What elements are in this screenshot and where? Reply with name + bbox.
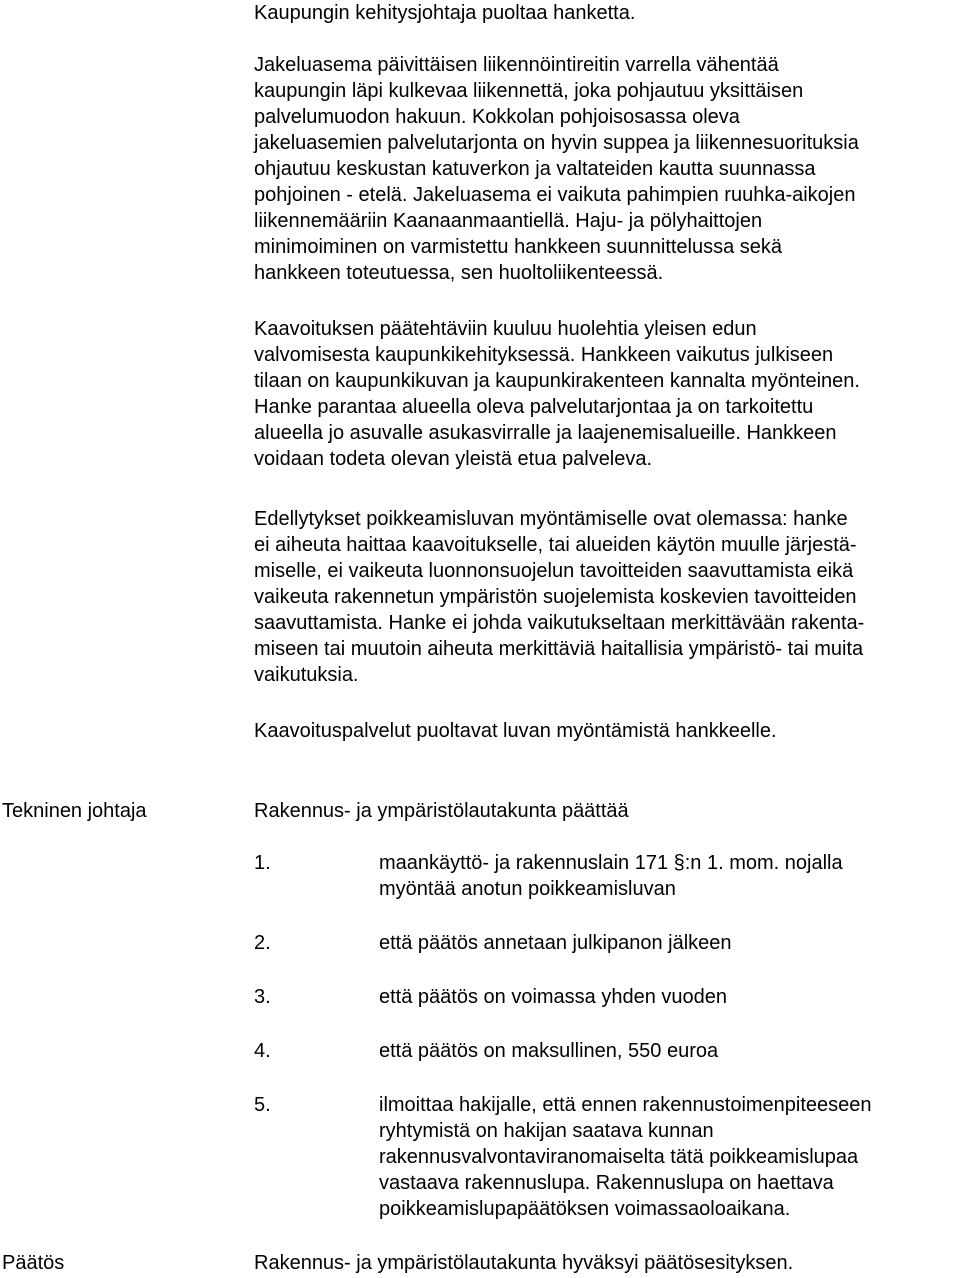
item-number: 3. xyxy=(254,986,271,1008)
item-text: maankäyttö- ja rakennuslain 171 §:n 1. mom. nojalla myöntää anotun poikkeamisluvan xyxy=(379,852,843,900)
item-number: 5. xyxy=(254,1094,271,1116)
item-number: 2. xyxy=(254,932,271,954)
item-text: että päätös on voimassa yhden vuoden xyxy=(379,986,728,1008)
item-number: 4. xyxy=(254,1040,271,1062)
intro-paragraph-5: Kaavoituspalvelut puoltavat luvan myöntämistä hankkeelle. xyxy=(254,720,777,742)
decision-label: Päätös xyxy=(2,1252,65,1274)
item-text: että päätös on maksullinen, 550 euroa xyxy=(379,1040,719,1062)
proposal-heading: Rakennus- ja ympäristölautakunta päättää xyxy=(254,800,629,822)
item-text: ilmoittaa hakijalle, että ennen rakennustoimenpiteeseen ryhtymistä on hakijan saatava kunnan rakennusvalvontaviranomaiselta tätä poikkeamislupaa vastaava rakennuslupa. Rakennuslupa on haettava poikkeamislupapäätöksen voimassaoloaikana. xyxy=(379,1094,872,1220)
intro-paragraph-3: Kaavoituksen päätehtäviin kuuluu huolehtia yleisen edun valvomisesta kaupunkikehityksessä. Hankkeen vaikutus julkiseen tilaan on kaupunkikuvan ja kaupunkirakenteen kannalta myönteinen. Hanke parantaa alueella oleva palvelutarjontaa ja on tarkoitettu alueella jo asuvalle asukasvirralle ja laajenemisalueille. Hankkeen voidaan todeta olevan yleistä etua palveleva. xyxy=(254,318,860,470)
item-number: 1. xyxy=(254,852,271,874)
intro-paragraph-1: Kaupungin kehitysjohtaja puoltaa hanketta. xyxy=(254,2,636,24)
intro-paragraph-4: Edellytykset poikkeamisluvan myöntämiselle ovat olemassa: hanke ei aiheuta haittaa kaavoitukselle, tai alueiden käytön muulle järjestä- miselle, ei vaikeuta luonnonsuojelun tavoitteiden saavuttamista eikä vaikeuta rakennetun ympäristön suojelemista koskevien tavoitteiden saavuttamista. Hanke ei johda vaikutukseltaan merkittävään rakenta- miseen tai muutoin aiheuta merkittäviä haitallisia ympäristö- tai muita vaikutuksia. xyxy=(254,508,865,686)
decision-text: Rakennus- ja ympäristölautakunta hyväksyi päätösesityksen. xyxy=(254,1252,794,1274)
intro-paragraph-2: Jakeluasema päivittäisen liikennöintireitin varrella vähentää kaupungin läpi kulkevaa liikennettä, joka pohjautuu yksittäisen palvelumuodon hakuun. Kokkolan pohjoisosassa oleva jakeluasemien palvelutarjonta on hyvin suppea ja liikennesuorituksia ohjautuu keskustan katuverkon ja valtateiden kautta suunnassa pohjoinen - etelä. Jakeluasema ei vaikuta pahimpien ruuhka-aikojen liikennemääriin Kaanaanmaantiellä. Haju- ja pölyhaittojen minimoiminen on varmistettu hankkeen suunnittelussa sekä hankkeen toteutuessa, sen huoltoliikenteessä. xyxy=(254,54,859,284)
proposal-label: Tekninen johtaja xyxy=(2,800,147,822)
item-text: että päätös annetaan julkipanon jälkeen xyxy=(379,932,732,954)
